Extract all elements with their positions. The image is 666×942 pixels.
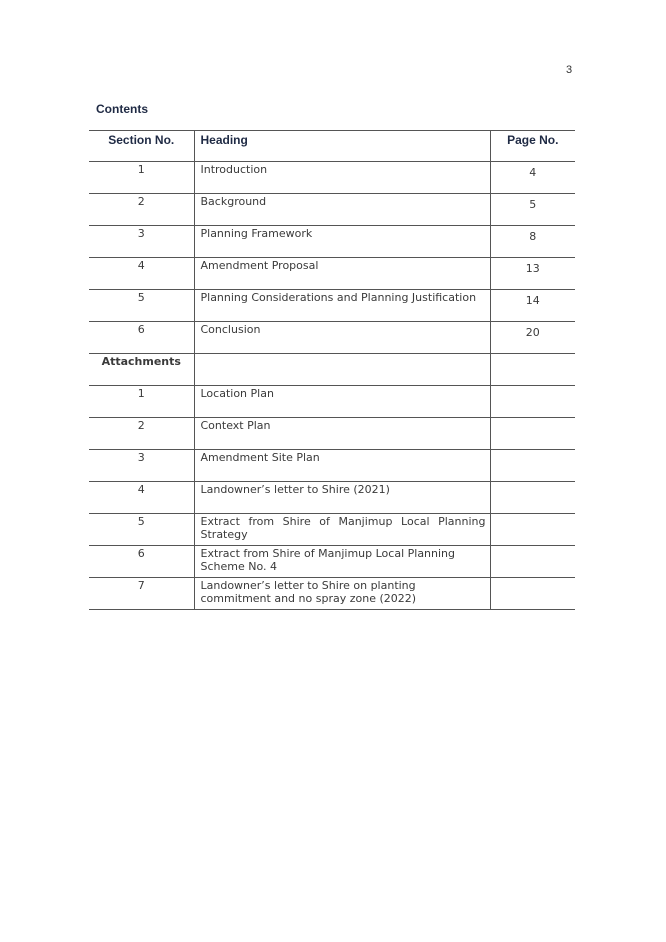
header-section-no: Section No.: [89, 131, 194, 162]
attachment-page: [490, 578, 575, 610]
section-page: 20: [490, 322, 575, 354]
empty-cell: [490, 354, 575, 386]
attachments-label: Attachments: [89, 354, 194, 386]
attachment-heading: Extract from Shire of Manjimup Local Planning Strategy: [194, 514, 490, 546]
attachment-heading: Context Plan: [194, 418, 490, 450]
attachment-page: [490, 386, 575, 418]
table-row: [89, 578, 575, 610]
attachment-number: 4: [89, 482, 194, 514]
contents-title: Contents: [96, 102, 148, 116]
section-page: 8: [490, 226, 575, 258]
attachment-page: [490, 546, 575, 578]
contents-table: [89, 130, 575, 610]
attachment-heading: Amendment Site Plan: [194, 450, 490, 482]
section-heading: Planning Framework: [194, 226, 490, 258]
attachment-heading: Location Plan: [194, 386, 490, 418]
attachment-number: 2: [89, 418, 194, 450]
attachment-heading: Extract from Shire of Manjimup Local Planning Scheme No. 4: [194, 546, 490, 578]
table-row: [89, 322, 575, 354]
attachment-page: [490, 418, 575, 450]
attachment-number: 3: [89, 450, 194, 482]
attachments-header-row: [89, 354, 575, 386]
page-number: 3: [566, 64, 573, 76]
section-page: 14: [490, 290, 575, 322]
empty-cell: [194, 354, 490, 386]
table-row: [89, 290, 575, 322]
table-row: [89, 386, 575, 418]
section-page: 5: [490, 194, 575, 226]
section-number: 5: [89, 290, 194, 322]
section-number: 1: [89, 162, 194, 194]
table-row: [89, 226, 575, 258]
section-number: 6: [89, 322, 194, 354]
section-heading: Amendment Proposal: [194, 258, 490, 290]
table-row: [89, 162, 575, 194]
attachment-number: 7: [89, 578, 194, 610]
section-heading: Introduction: [194, 162, 490, 194]
section-heading: Conclusion: [194, 322, 490, 354]
section-number: 2: [89, 194, 194, 226]
table-row: [89, 482, 575, 514]
attachment-number: 1: [89, 386, 194, 418]
header-heading: Heading: [194, 131, 490, 162]
section-page: 4: [490, 162, 575, 194]
attachment-page: [490, 450, 575, 482]
attachment-number: 5: [89, 514, 194, 546]
section-number: 3: [89, 226, 194, 258]
section-number: 4: [89, 258, 194, 290]
table-row: [89, 258, 575, 290]
attachment-page: [490, 514, 575, 546]
table-row: [89, 514, 575, 546]
table-row: [89, 418, 575, 450]
table-row: [89, 450, 575, 482]
table-header-row: [89, 131, 575, 162]
section-heading: Background: [194, 194, 490, 226]
section-page: 13: [490, 258, 575, 290]
attachment-number: 6: [89, 546, 194, 578]
table-row: [89, 194, 575, 226]
attachment-heading: Landowner’s letter to Shire (2021): [194, 482, 490, 514]
attachment-page: [490, 482, 575, 514]
section-heading: Planning Considerations and Planning Justification: [194, 290, 490, 322]
attachment-heading: Landowner’s letter to Shire on planting commitment and no spray zone (2022): [194, 578, 490, 610]
table-row: [89, 546, 575, 578]
header-page-no: Page No.: [490, 131, 575, 162]
